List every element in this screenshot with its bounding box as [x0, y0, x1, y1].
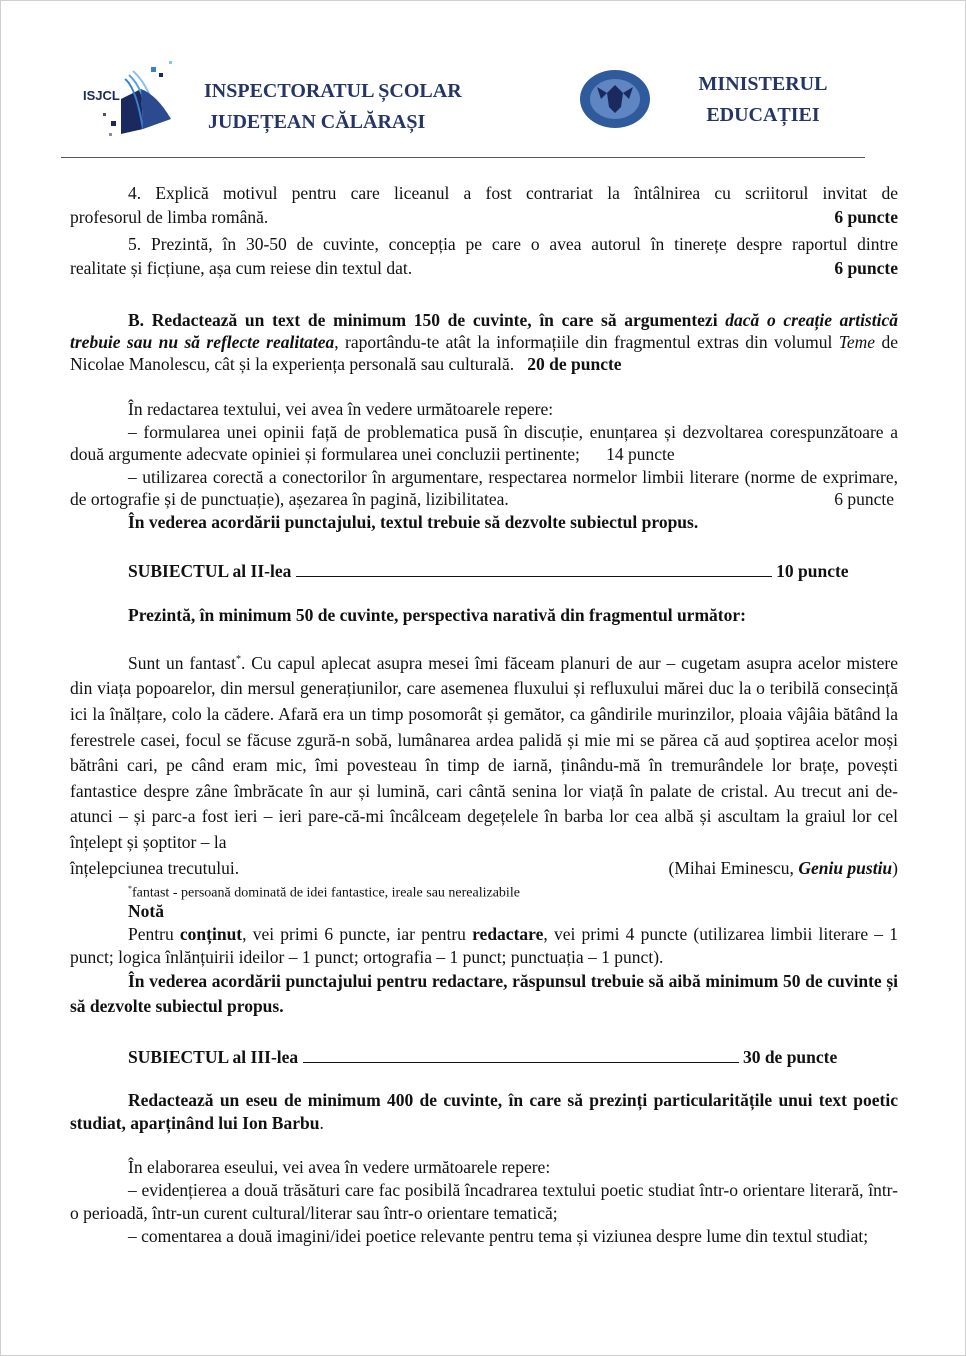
government-seal [579, 69, 651, 129]
part-b-criteria [70, 398, 898, 533]
subject-2-title: SUBIECTUL al II-lea [128, 561, 292, 581]
criterion-1-text: – formularea unei opinii față de problematica pusă în discuție, enunțarea și dezvoltarea corespunzătoare a două argumente adecvate opiniei și formularea unei concluzii pertinente; [70, 421, 898, 464]
part-b-note: În vederea acordării punctajului, textul trebuie să dezvolte subiectul propus. [128, 511, 699, 532]
source-title: Geniu pustiu [798, 857, 893, 878]
part-b-volume: Teme [838, 332, 876, 352]
nota-bold: În vederea acordării punctajului pentru redactare, răspunsul trebuie să aibă minimum 50 de cuvinte și să dezvolte subiectul propus. [70, 971, 898, 1016]
question-4-text-cont: profesorul de limba română. [70, 207, 269, 227]
subject-3-heading [70, 1045, 898, 1069]
part-b-task [70, 309, 898, 375]
nota [70, 900, 898, 1019]
question-4-points: 6 puncte [834, 207, 898, 227]
subject-3-criteria [70, 1156, 898, 1248]
ministry-line2: EDUCAȚIEI [706, 104, 820, 126]
subject-3-points: 30 de puncte [742, 1047, 838, 1067]
isjcl-logo [81, 59, 177, 139]
header-divider [61, 157, 865, 158]
nota-text: Pentru conținut, vei primi 6 puncte, iar pentru redactare, vei primi 4 puncte (utilizarea limbii literare – 1 punct; logica înlănțuirii ideilor – 1 punct; ortografia – 1 punct; punctuația – 1 punct). [70, 924, 898, 967]
nota-title: Notă [128, 901, 164, 921]
part-b-intro: În redactarea textului, vei avea în vedere următoarele repere: [128, 399, 554, 419]
criterion-1-points: 14 puncte [606, 444, 675, 464]
passage-start: Sunt un fantast [128, 652, 236, 673]
passage-text: . Cu capul aplecat asupra mesei îmi făceam planuri de aur – cugetam asupra acelor mistere din viața popoarelor, din mersul generațiunilor, care asemenea fluxului și refluxului mărei duc la o teribilă consecință ici la înălțare, colo la cădere. Afară era un timp posomorât și gemător, ca gândirile murinzilor, ploaia vâjâia bătând la ferestrele casei, focul se făcuse zgură-n sobă, lumânarea ardea palidă și mie mi se părea că aud șoptirea acelor moși bătrâni cari, pe când eram mic, îmi povesteau în timp de iarnă, ținându-mă în tremurândele lor brațe, povești fantastice despre zâne îmbrăcate în aur și lumină, cari cântă senina lor viață în palate de cristal. Au trecut ani de-atunci – și parc-a fost ieri – ieri pare-că-mi încâlceam degețelele în barba lor cea albă și ascultam la graiul lor cel înțelept și șoptitor – la [70, 652, 898, 852]
part-b-topic: dacă o creație artistică trebuie sau nu să reflecte realitatea [70, 310, 898, 352]
criterion-2-text: – utilizarea corectă a conectorilor în argumentare, respectarea normelor limbii literare (norme de exprimare, de ortografie și de punctuație), așezarea în pagină, lizibilitatea. [70, 466, 898, 509]
part-b-criterion-1 [70, 421, 898, 466]
institution-name [204, 76, 462, 138]
passage [70, 647, 898, 881]
question-4 [70, 181, 898, 229]
question-4-text: 4. Explică motivul pentru care liceanul a fost contrariat la întâlnirea cu scriitorul invitat de [128, 183, 898, 203]
subject-3-criterion-1: – evidențierea a două trăsături care fac posibilă încadrarea textului poetic studiat într-o orientare literară, într-o perioadă, într-un curent cultural/literar sau într-o orientare tematică; [70, 1180, 898, 1223]
part-b-points: 20 de puncte [527, 354, 622, 374]
subject-3-title: SUBIECTUL al III-lea [128, 1047, 299, 1067]
subject-2-task: Prezintă, în minimum 50 de cuvinte, perspectiva narativă din fragmentul următor: [128, 605, 746, 625]
passage-end: înțelepciunea trecutului. [70, 857, 240, 878]
subject-3-task-text: Redactează un eseu de minimum 400 de cuvinte, în care să prezinți particularitățile unui text poetic studiat, aparținând lui Ion Barbu [70, 1090, 898, 1133]
institution-line1: INSPECTORATUL ȘCOLAR [204, 80, 462, 102]
footnote-text: fantast - persoană dominată de idei fantastice, ireale sau nerealizabile [132, 885, 520, 901]
footnote-marker: * [235, 654, 241, 665]
passage-source: (Mihai Eminescu, Geniu pustiu) [668, 857, 898, 878]
subject-3-task: Redactează un eseu de minimum 400 de cuvinte, în care să prezinți particularitățile unui text poetic studiat, aparținând lui Ion Barbu. [70, 1090, 898, 1133]
subject-2-heading [70, 559, 898, 583]
subject-3-criterion-2: – comentarea a două imagini/idei poetice relevante pentru tema și viziunea despre lume din textul studiat; [128, 1226, 869, 1246]
subject-3-intro: În elaborarea eseului, vei avea în vedere următoarele repere: [128, 1157, 551, 1177]
ministry-name [691, 69, 835, 131]
part-b-s3: , raportându-te atât la informațiile din fragmentul extras din volumul [334, 332, 839, 352]
question-5-text: 5. Prezintă, în 30-50 de cuvinte, concepția pe care o avea autorul în tinerețe despre raportul dintre [128, 234, 898, 254]
title-underline [303, 1046, 739, 1063]
ministry-line1: MINISTERUL [698, 73, 828, 95]
part-b-criterion-2 [70, 466, 898, 511]
question-5-points: 6 puncte [834, 258, 898, 278]
footnote: *fantast - persoană dominată de idei fantastice, ireale sau nerealizabile [128, 884, 520, 901]
isjcl-logo-text: ISJCL [83, 88, 120, 103]
institution-line2: JUDEȚEAN CĂLĂRAȘI [208, 111, 426, 133]
question-5-text-cont: realitate și ficțiune, așa cum reiese din textul dat. [70, 258, 413, 278]
subject-2-points: 10 puncte [776, 561, 849, 581]
title-underline [296, 560, 772, 577]
criterion-2-points: 6 puncte [834, 489, 894, 509]
question-5 [70, 232, 898, 280]
part-b-s1: B. Redactează un text de minimum 150 de cuvinte, în care să argumentezi [128, 310, 726, 330]
part-b-s5: de Nicolae Manolescu, cât și la experiența personală sau culturală. [70, 332, 898, 374]
